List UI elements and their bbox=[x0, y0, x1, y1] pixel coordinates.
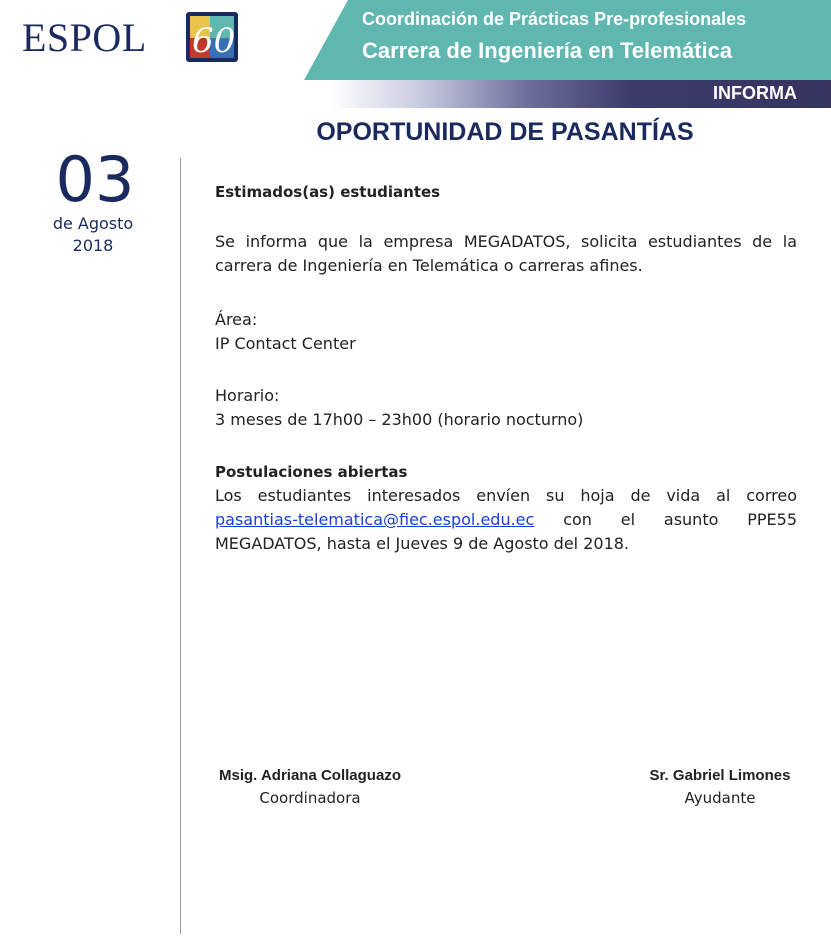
applications-section bbox=[215, 460, 797, 556]
date-year: 2018 bbox=[72, 236, 114, 255]
area-value: IP Contact Center bbox=[215, 334, 356, 353]
date-month: de Agosto bbox=[52, 214, 134, 233]
informa-label: INFORMA bbox=[713, 83, 797, 103]
assistant-role: Ayudante bbox=[684, 789, 756, 807]
applications-text-pre: Los estudiantes interesados envíen su hoja de vida al correo bbox=[215, 486, 797, 505]
date-day: 03 bbox=[55, 143, 135, 216]
assistant-name: Sr. Gabriel Limones bbox=[649, 767, 791, 784]
email-link[interactable]: pasantias-telematica@fiec.espol.edu.ec bbox=[215, 510, 535, 529]
area-label: Área: bbox=[215, 310, 258, 329]
greeting: Estimados(as) estudiantes bbox=[215, 183, 441, 201]
applications-text-post: con el asunto PPE55 MEGADATOS, hasta el Jueves 9 de Agosto del 2018. bbox=[215, 510, 797, 553]
vertical-divider bbox=[180, 158, 181, 934]
informa-bar bbox=[330, 80, 831, 108]
area-section bbox=[215, 308, 797, 356]
career-title: Carrera de Ingeniería en Telemática bbox=[362, 38, 733, 63]
page-title: OPORTUNIDAD DE PASANTÍAS bbox=[316, 118, 694, 146]
schedule-label: Horario: bbox=[215, 386, 280, 405]
coordination-title: Coordinación de Prácticas Pre-profesionales bbox=[362, 9, 747, 29]
applications-label: Postulaciones abiertas bbox=[215, 463, 408, 481]
schedule-value: 3 meses de 17h00 – 23h00 (horario nocturno) bbox=[215, 410, 584, 429]
espol-logo: ESPOL bbox=[22, 15, 147, 60]
svg-text:60: 60 bbox=[192, 21, 236, 61]
signature-assistant bbox=[620, 765, 820, 809]
applications-line2 bbox=[215, 508, 797, 556]
coordinator-name: Msig. Adriana Collaguazo bbox=[219, 767, 401, 784]
anniversary-60-logo bbox=[184, 10, 240, 64]
schedule-section bbox=[215, 384, 797, 432]
intro-paragraph: Se informa que la empresa MEGADATOS, solicita estudiantes de la carrera de Ingeniería en Telemática o carreras afines. bbox=[215, 232, 797, 275]
applications-line1 bbox=[215, 484, 797, 508]
signature-coordinator bbox=[200, 765, 420, 809]
coordinator-role: Coordinadora bbox=[259, 789, 361, 807]
